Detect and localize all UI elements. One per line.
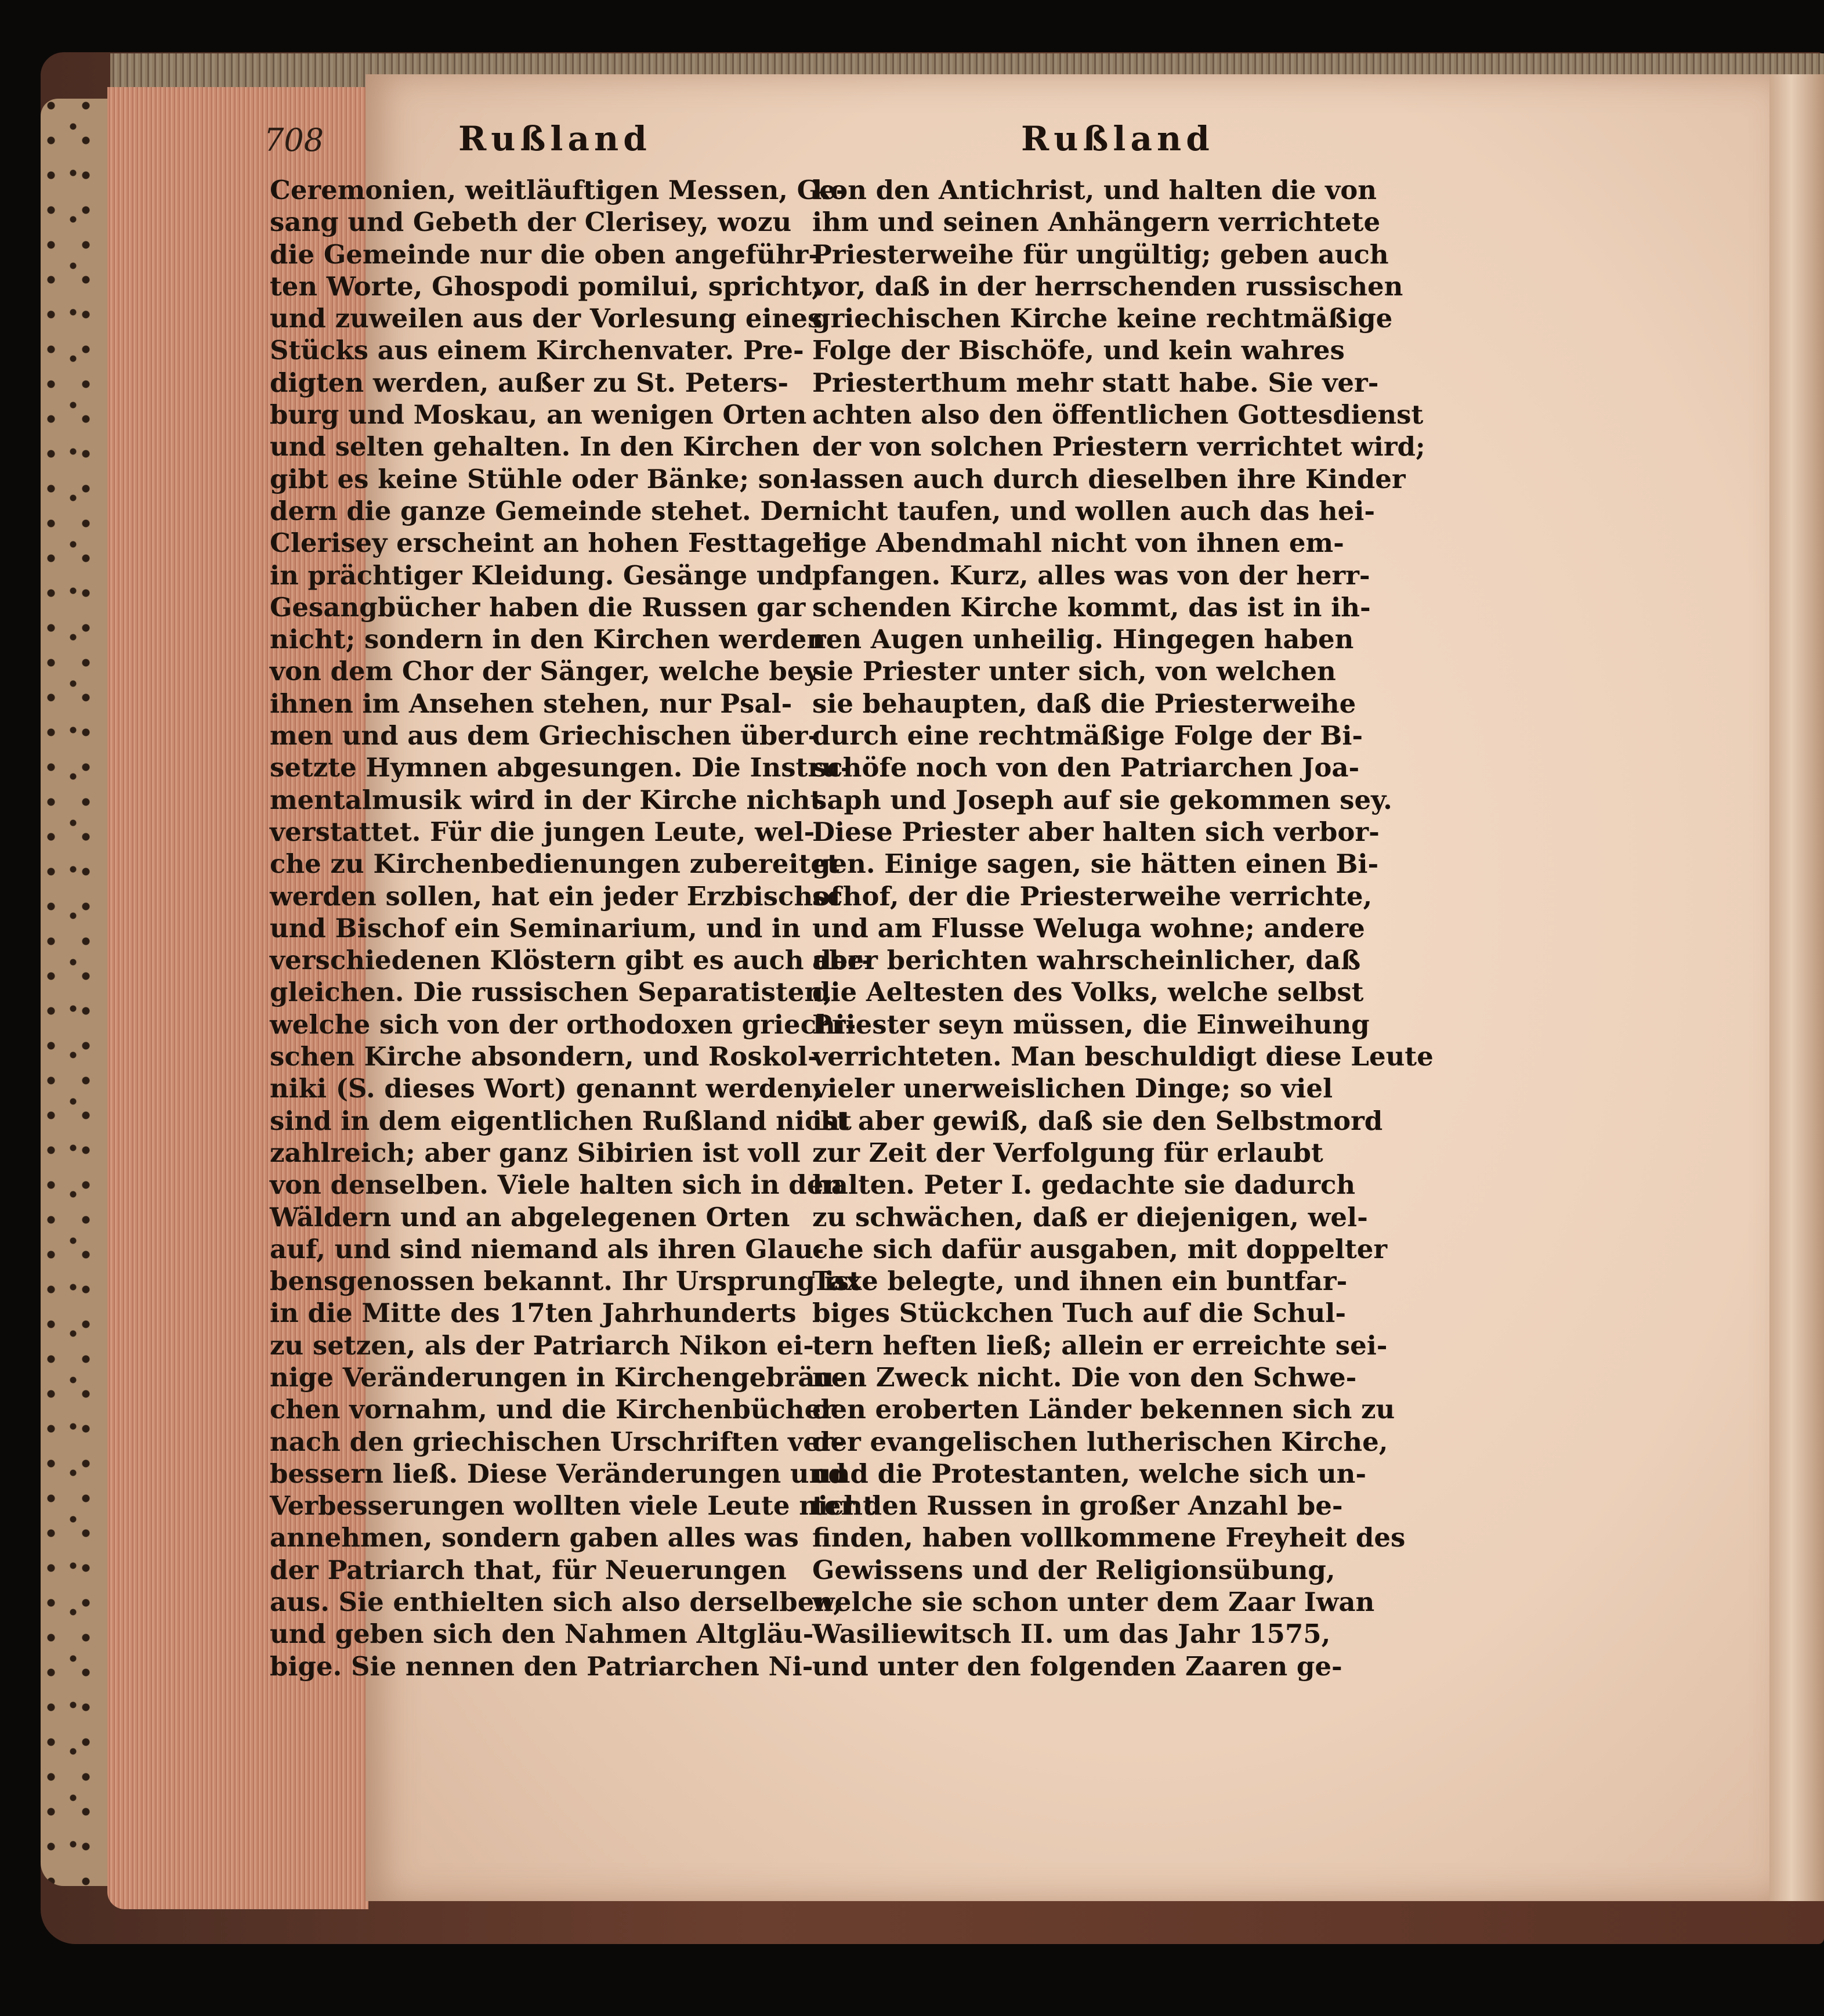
text-line: annehmen, sondern gaben alles was <box>270 1522 799 1553</box>
text-line: aus. Sie enthielten sich also derselben, <box>270 1587 842 1618</box>
text-line: Taxe belegte, und ihnen ein buntfar- <box>812 1266 1348 1297</box>
text-line: Ceremonien, weitläuftigen Messen, Ge- <box>270 175 847 205</box>
text-line: vor, daß in der herrschenden russischen <box>812 270 1403 302</box>
text-line: nach den griechischen Urschriften ver- <box>270 1426 845 1457</box>
text-line: Folge der Bischöfe, und kein wahres <box>812 335 1345 366</box>
text-line: zu schwächen, daß er diejenigen, wel- <box>812 1201 1368 1233</box>
text-line: Verbesserungen wollten viele Leute nicht <box>270 1490 875 1522</box>
running-head-right: Rußland <box>1021 119 1214 158</box>
text-line: Priesterthum mehr statt habe. Sie ver- <box>812 367 1379 398</box>
text-line: sie behaupten, daß die Priesterweihe <box>812 688 1356 719</box>
text-line: welche sie schon unter dem Zaar Iwan <box>812 1587 1375 1618</box>
text-line: und die Protestanten, welche sich un- <box>812 1458 1367 1489</box>
text-line: zahlreich; aber ganz Sibirien ist voll <box>270 1137 801 1168</box>
text-line: vieler unerweislichen Dinge; so viel <box>812 1073 1333 1104</box>
text-line: men und aus dem Griechischen über- <box>270 720 819 752</box>
text-line: halten. Peter I. gedachte sie dadurch <box>812 1169 1356 1201</box>
text-line: und geben sich den Nahmen Altgläu- <box>270 1618 814 1650</box>
text-line: achten also den öffentlichen Gottesdienst <box>812 399 1424 431</box>
text-line: gen. Einige sagen, sie hätten einen Bi- <box>812 848 1379 880</box>
text-line: durch eine rechtmäßige Folge der Bi- <box>812 720 1363 752</box>
text-line: ihm und seinen Anhängern verrichtete <box>812 207 1381 238</box>
text-line: digten werden, außer zu St. Peters- <box>270 367 789 398</box>
text-line: lige Abendmahl nicht von ihnen em- <box>812 528 1344 559</box>
text-line: ihnen im Ansehen stehen, nur Psal- <box>270 688 792 719</box>
text-line: schen Kirche absondern, und Roskol- <box>270 1041 819 1072</box>
text-line: ter den Russen in großer Anzahl be- <box>812 1490 1343 1522</box>
text-column-right <box>812 174 1434 1682</box>
text-line: lassen auch durch dieselben ihre Kinder <box>812 463 1406 494</box>
text-line: die Gemeinde nur die oben angeführ- <box>270 239 820 270</box>
text-line: von denselben. Viele halten sich in den <box>270 1169 843 1201</box>
text-line: ten Worte, Ghospodi pomilui, spricht, <box>270 270 821 302</box>
text-line: che zu Kirchenbedienungen zubereitet <box>270 848 839 880</box>
text-line: aber berichten wahrscheinlicher, daß <box>812 945 1361 976</box>
text-line: werden sollen, hat ein jeder Erzbischof <box>270 880 842 912</box>
text-line: verrichteten. Man beschuldigt diese Leute <box>812 1041 1434 1072</box>
text-line: in die Mitte des 17ten Jahrhunderts <box>270 1298 797 1329</box>
text-line: nen Zweck nicht. Die von den Schwe- <box>812 1361 1357 1393</box>
text-line: die Aeltesten des Volks, welche selbst <box>812 977 1364 1008</box>
text-line: zu setzen, als der Patriarch Nikon ei- <box>270 1329 814 1361</box>
text-line: nige Veränderungen in Kirchengebräu- <box>270 1361 845 1393</box>
text-line: und zuweilen aus der Vorlesung eines <box>270 303 823 334</box>
text-line: in prächtiger Kleidung. Gesänge und <box>270 559 813 591</box>
text-line: den eroberten Länder bekennen sich zu <box>812 1394 1395 1425</box>
text-line: bessern ließ. Diese Veränderungen und <box>270 1458 846 1489</box>
text-line: sie Priester unter sich, von welchen <box>812 656 1336 687</box>
text-line: Stücks aus einem Kirchenvater. Pre- <box>270 335 804 366</box>
facing-page-edge <box>1769 74 1824 1901</box>
text-line: schöfe noch von den Patriarchen Joa- <box>812 752 1360 783</box>
text-line: chen vornahm, und die Kirchenbücher <box>270 1394 835 1425</box>
text-line: verschiedenen Klöstern gibt es auch der- <box>270 945 873 976</box>
text-line: Priesterweihe für ungültig; geben auch <box>812 239 1389 270</box>
text-line: biges Stückchen Tuch auf die Schul- <box>812 1298 1347 1329</box>
text-line: von dem Chor der Sänger, welche bey <box>270 656 819 687</box>
text-line: verstattet. Für die jungen Leute, wel- <box>270 816 815 847</box>
text-line: welche sich von der orthodoxen griechi- <box>270 1009 856 1040</box>
text-line: mentalmusik wird in der Kirche nicht <box>270 784 823 815</box>
text-line: der Patriarch that, für Neuerungen <box>270 1554 787 1585</box>
text-line: und selten gehalten. In den Kirchen <box>270 431 800 463</box>
text-line: setzte Hymnen abgesungen. Die Instru- <box>270 752 852 783</box>
text-line: griechischen Kirche keine rechtmäßige <box>812 303 1393 334</box>
text-line: und Bischof ein Seminarium, und in <box>270 912 801 944</box>
page-number: 708 <box>264 122 324 158</box>
text-line: gibt es keine Stühle oder Bänke; son- <box>270 463 820 494</box>
text-line: auf, und sind niemand als ihren Glau- <box>270 1233 824 1264</box>
text-line: sang und Gebeth der Clerisey, wozu <box>270 207 792 238</box>
text-line: Clerisey erscheint an hohen Festtagen <box>270 528 831 559</box>
text-line: ist aber gewiß, daß sie den Selbstmord <box>812 1105 1383 1136</box>
text-line: niki (S. dieses Wort) genannt werden, <box>270 1073 822 1104</box>
text-line: che sich dafür ausgaben, mit doppelter <box>812 1233 1388 1264</box>
text-line: schenden Kirche kommt, das ist in ih- <box>812 591 1371 623</box>
text-line: Gewissens und der Religionsübung, <box>812 1554 1336 1585</box>
text-line: bensgenossen bekannt. Ihr Ursprung ist <box>270 1266 862 1297</box>
marbled-spine <box>41 99 110 1886</box>
text-line: Priester seyn müssen, die Einweihung <box>812 1009 1370 1040</box>
text-line: sind in dem eigentlichen Rußland nicht <box>270 1105 852 1136</box>
text-line: gleichen. Die russischen Separatisten, <box>270 977 833 1008</box>
text-line: der von solchen Priestern verrichtet wird; <box>812 431 1425 463</box>
text-line: bige. Sie nennen den Patriarchen Ni- <box>270 1650 813 1682</box>
text-line: Diese Priester aber halten sich verbor- <box>812 816 1380 847</box>
text-line: nicht; sondern in den Kirchen werden <box>270 624 826 655</box>
text-line: burg und Moskau, an wenigen Orten <box>270 399 807 431</box>
text-line: tern heften ließ; allein er erreichte sei- <box>812 1329 1388 1361</box>
text-line: der evangelischen lutherischen Kirche, <box>812 1426 1388 1457</box>
text-line: und am Flusse Weluga wohne; andere <box>812 912 1365 944</box>
text-line: finden, haben vollkommene Freyheit des <box>812 1522 1406 1553</box>
text-line: zur Zeit der Verfolgung für erlaubt <box>812 1137 1323 1168</box>
text-line: saph und Joseph auf sie gekommen sey. <box>812 784 1392 815</box>
text-line: ren Augen unheilig. Hingegen haben <box>812 624 1354 655</box>
text-column-left <box>270 174 875 1682</box>
text-line: kon den Antichrist, und halten die von <box>812 175 1377 205</box>
text-line: Wasiliewitsch II. um das Jahr 1575, <box>812 1618 1331 1650</box>
text-line: dern die ganze Gemeinde stehet. Der <box>270 495 813 526</box>
text-line: nicht taufen, und wollen auch das hei- <box>812 495 1376 526</box>
running-head-left: Rußland <box>458 119 652 158</box>
text-line: schof, der die Priesterweihe verrichte, <box>812 880 1373 912</box>
text-line: Gesangbücher haben die Russen gar <box>270 591 806 623</box>
text-line: Wäldern und an abgelegenen Orten <box>270 1201 790 1233</box>
text-line: pfangen. Kurz, alles was von der herr- <box>812 559 1370 591</box>
text-line: und unter den folgenden Zaaren ge- <box>812 1650 1342 1682</box>
